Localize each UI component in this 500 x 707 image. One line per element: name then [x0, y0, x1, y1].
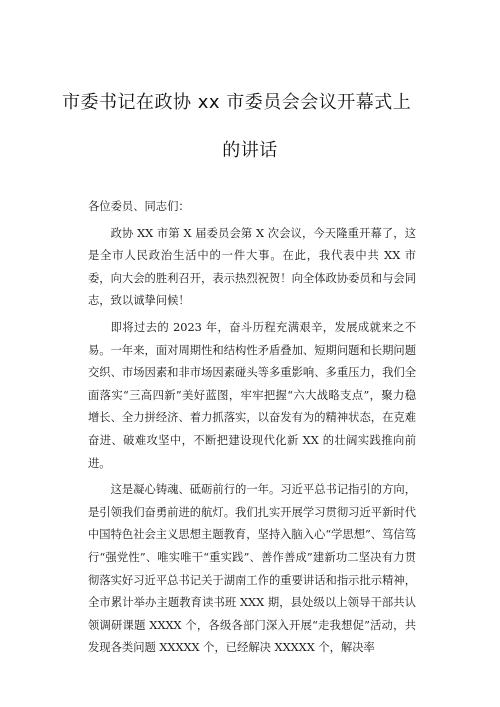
document-body	[88, 196, 416, 664]
salutation: 各位委员、同志们：	[88, 200, 190, 213]
document-title-line-2: 的讲话	[222, 140, 278, 161]
paragraph-3: 这是凝心铸魂、砥砺前行的一年。习近平总书记指引的方向，是引领我们奋勇前进的航灯。我们扎实开展学习贯彻习近平新时代中国特色社会主义思想主题教育，坚持入脑入心“学思想”、笃信笃行“强党性”、唯实唯干“重实践”、善作善成”建新功二坚决有力贯彻落实好习近平总书记关于湖南工作的重要讲话和指示批示精神，全市累计举办主题教育读书班 XXX 期，县处级以上领导干部共认领调研课题 XXXX 个，各级各部门深入开展“走我想促”活动，共发现各类问题 XXXXX 个，已经解决 XXXXX 个，解决率	[88, 483, 416, 655]
paragraph-2: 即将过去的 2023 年，奋斗历程充满艰辛，发展成就来之不易。一年来，面对周期性和结构性矛盾叠加、短期问题和长期问题交织、市场因素和非市场因素碰头等多重影响、多重压力，我们全面落实“三高四新”美好蓝图，牢牢把握“六大战略支点”，聚力稳增长、全力拼经济、着力抓落实，以奋发有为的精神状态，在克难奋进、破难攻坚中，不断把建设现代化新 XX 的壮阔实践推向前进。	[88, 320, 416, 470]
document-title-line-1: 市委书记在政协 xx 市委员会会议开幕式上	[62, 92, 412, 113]
paragraph-1: 政协 XX 市第 X 届委员会第 X 次会议，今天隆重开幕了，这是全市人民政治生活中的一件大事。在此，我代表中共 XX 市委，向大会的胜利召开，表示热烈祝贺！向全体政协委员和与会同志，致以诚挚问候！	[88, 226, 416, 308]
